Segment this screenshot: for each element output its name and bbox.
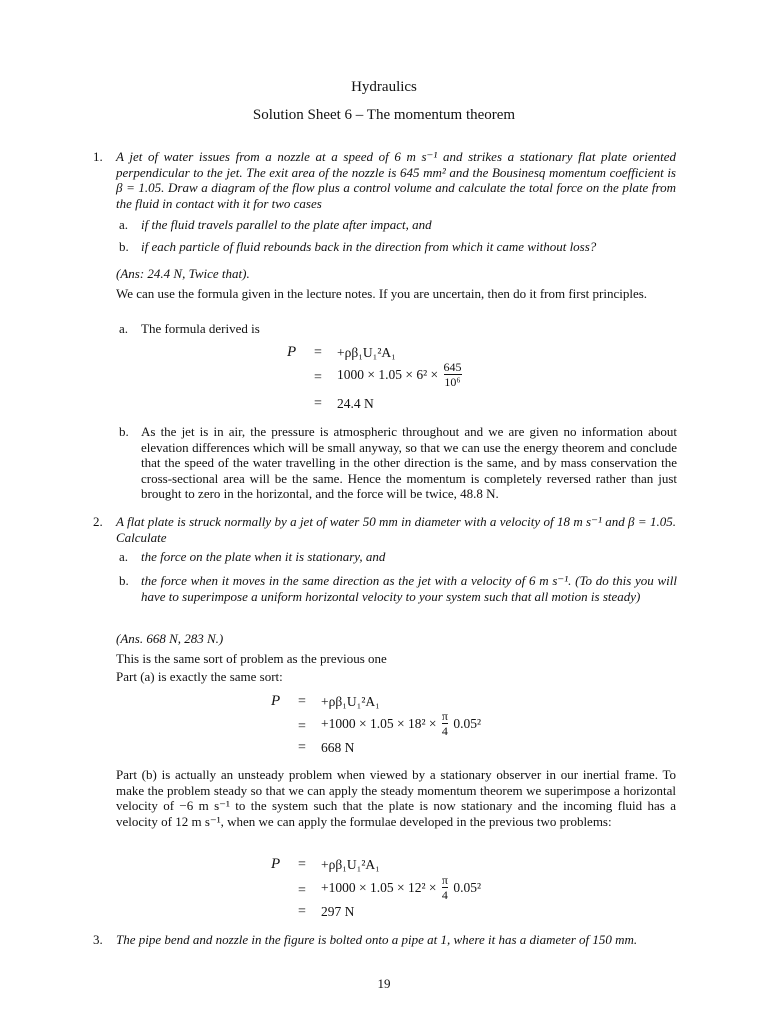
q1-eq-line-3: 24.4 N (337, 396, 374, 411)
q2-eq2-fraction (442, 874, 448, 901)
question-3-number: 3. (93, 932, 103, 947)
q1-part-b-label: b. (119, 424, 129, 439)
q1-case-a-label: a. (119, 217, 129, 232)
q2-eq1-line-2-prefix: +1000 × 1.05 × 18² × (321, 715, 437, 731)
q1-eq-line-2 (337, 361, 464, 388)
q2-case-a-text: the force on the plate when it is stationary, and (141, 549, 386, 564)
question-1-number: 1. (93, 149, 103, 164)
q1-eq-fraction (444, 361, 462, 388)
q2-part-b-text: Part (b) is actually an unsteady problem when viewed by a stationary observer in our inertial frame. To make the problem steady so that we can apply the steady momentum theorem we superimpose a horizontal velocity of −6 m s⁻¹ to the system such that the plate is now stationary and the incoming fluid has a velocity of 12 m s⁻¹, when we can apply the formulae developed in the previous two problems: (116, 767, 676, 829)
q2-answer: (Ans. 668 N, 283 N.) (116, 631, 224, 646)
document-title: Hydraulics (351, 79, 417, 95)
page-number: 19 (377, 976, 391, 991)
q2-eq2-equals-1: = (298, 857, 306, 872)
q2-eq2-line-3: 297 N (321, 904, 355, 919)
q2-eq1-line-2 (321, 710, 481, 737)
q2-eq1-equals-3: = (298, 740, 306, 755)
question-2-number: 2. (93, 514, 103, 529)
q1-eq-equals-1: = (314, 345, 322, 360)
q2-eq2-line-1: +ρβ₁U₁²A₁ (321, 857, 380, 872)
q1-case-b-label: b. (119, 239, 129, 254)
q2-eq1-denominator: 4 (441, 724, 448, 738)
q1-eq-lhs: P (287, 344, 297, 360)
document-subtitle: Solution Sheet 6 – The momentum theorem (252, 107, 516, 123)
q2-eq1-line-1: +ρβ₁U₁²A₁ (321, 694, 380, 709)
q1-equation (287, 345, 547, 415)
q2-case-b-label: b. (119, 573, 129, 588)
q1-intro: We can use the formula given in the lecture notes. If you are uncertain, then do it from first principles. (116, 286, 648, 301)
q1-eq-line-1: +ρβ₁U₁²A₁ (337, 345, 396, 360)
q1-part-b-text: As the jet is in air, the pressure is atmospheric throughout and we are given no information about elevation differences which will be small anyway, so that we can use the energy theorem and conclude that the speed of the water travelling in the other direction is the same, and by mass conservation the cross-sectional area will be the same. Hence the momentum is completely reversed rather than just brought to zero in the horizontal, and the force will be twice, 48.8 N. (141, 424, 677, 501)
q2-eq1-line-2-suffix: 0.05² (453, 715, 482, 731)
q2-line-1: This is the same sort of problem as the previous one (116, 651, 387, 666)
q2-equation-2 (271, 857, 531, 927)
q1-case-b-text: if each particle of fluid rebounds back in the direction from which it came without loss? (141, 239, 597, 254)
q2-eq1-equals-1: = (298, 694, 306, 709)
question-2-text: A flat plate is struck normally by a jet of water 50 mm in diameter with a velocity of 18 m s⁻¹ and β = 1.05. Calculate (116, 514, 676, 545)
q1-eq-denominator: 10⁶ (444, 375, 461, 389)
question-3-text: The pipe bend and nozzle in the figure is bolted onto a pipe at 1, where it has a diameter of 150 mm. (116, 932, 638, 947)
q1-part-a-label: a. (119, 321, 129, 336)
q2-case-b-text: the force when it moves in the same direction as the jet with a velocity of 6 m s⁻¹. (To do this you will have to superimpose a uniform horizontal velocity to your system such that all motion is steady) (141, 573, 677, 604)
q2-eq2-equals-3: = (298, 904, 306, 919)
q1-part-a-text: The formula derived is (141, 321, 260, 336)
q2-case-a-label: a. (119, 549, 129, 564)
q2-eq1-numerator: π (441, 709, 448, 723)
q2-eq2-line-2 (321, 874, 481, 901)
q2-eq2-line-2-prefix: +1000 × 1.05 × 12² × (321, 879, 437, 895)
q2-eq2-denominator: 4 (441, 888, 448, 902)
q2-eq2-numerator: π (441, 873, 448, 887)
q2-eq2-lhs: P (271, 856, 281, 872)
q2-line-2: Part (a) is exactly the same sort: (116, 669, 283, 684)
q1-eq-numerator: 645 (443, 360, 462, 374)
q2-eq2-equals-2: = (298, 883, 306, 898)
q2-equation-1 (271, 694, 531, 764)
q2-eq2-line-2-suffix: 0.05² (453, 879, 482, 895)
q2-eq1-fraction (442, 710, 448, 737)
q2-eq1-lhs: P (271, 693, 281, 709)
q2-eq1-line-3: 668 N (321, 740, 355, 755)
q1-eq-equals-3: = (314, 396, 322, 411)
q1-case-a-text: if the fluid travels parallel to the plate after impact, and (141, 217, 432, 232)
q1-eq-line-2-prefix: 1000 × 1.05 × 6² × (337, 366, 439, 382)
q1-answer: (Ans: 24.4 N, Twice that). (116, 266, 250, 281)
q2-eq1-equals-2: = (298, 719, 306, 734)
q1-eq-equals-2: = (314, 370, 322, 385)
question-1-text: A jet of water issues from a nozzle at a speed of 6 m s⁻¹ and strikes a stationary flat plate oriented perpendicular to the jet. The exit area of the nozzle is 645 mm² and the Bousinesq momentum coefficient is β = 1.05. Draw a diagram of the flow plus a control volume and calculate the total force on the plate from the fluid in contact with it for two cases (116, 149, 676, 211)
